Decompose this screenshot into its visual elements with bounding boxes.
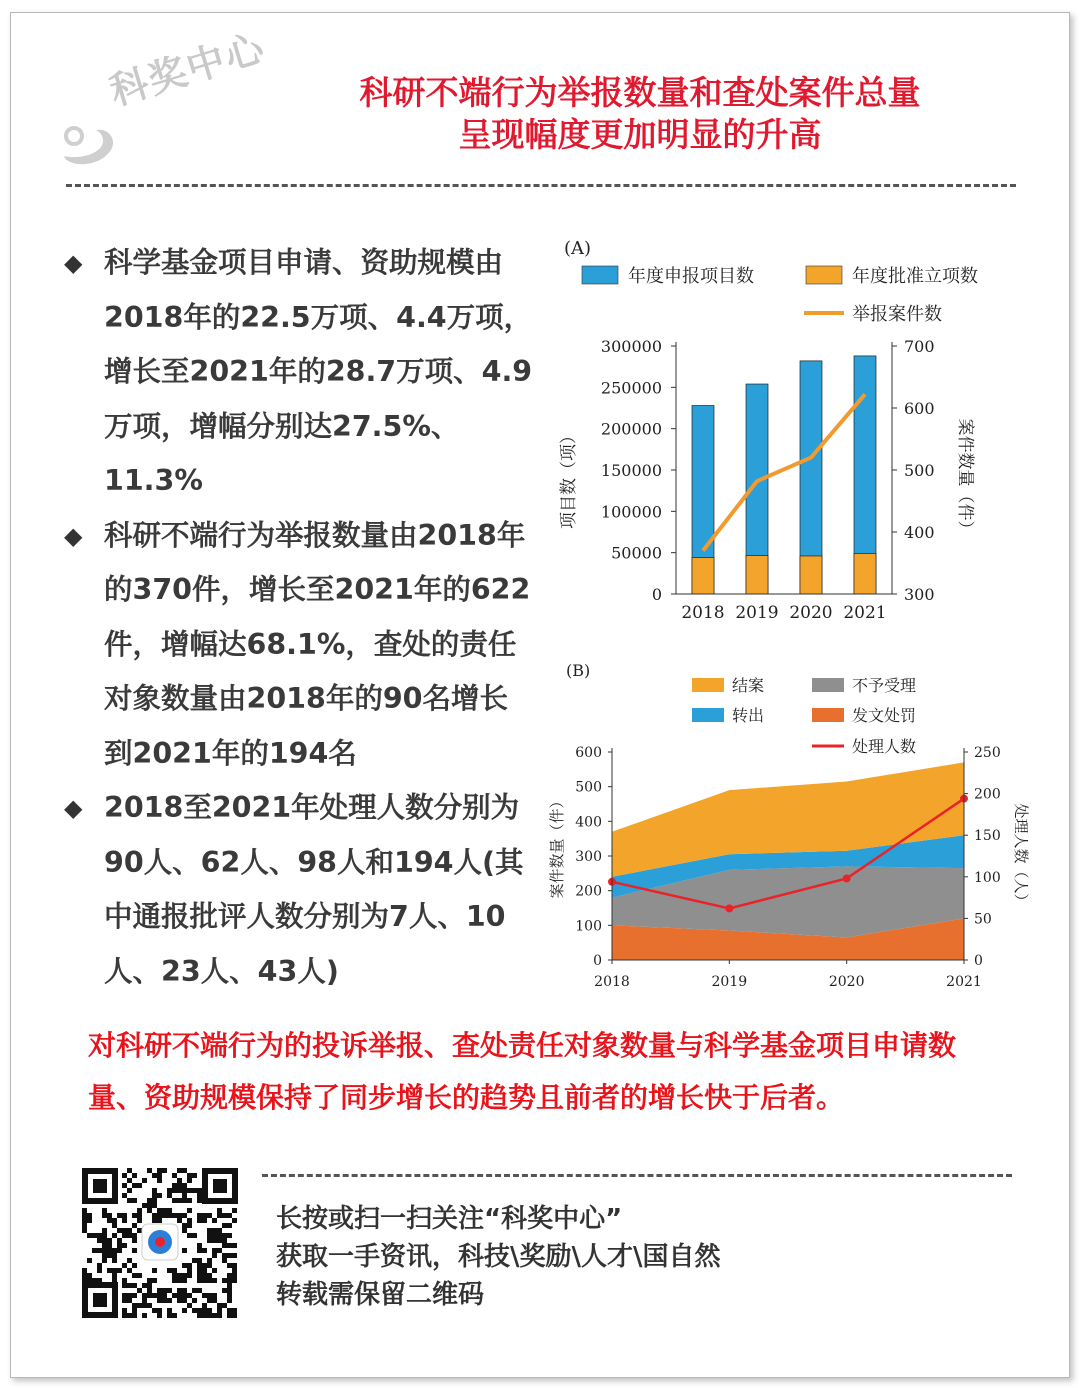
y-tick-label: 0 [593, 953, 602, 969]
swirl-icon [58, 118, 118, 170]
bullet-list [64, 236, 534, 999]
bullet-text: 科学基金项目申请、资助规模由2018年的22.5万项、4.4万项，增长至2021年的28.7万项、4.9万项，增幅分别达27.5%、11.3% [104, 246, 533, 497]
bullet-item [64, 781, 534, 999]
bullet-item [64, 236, 534, 509]
chart-a-panel-label: (A) [564, 238, 592, 259]
chart-b [540, 656, 1030, 1006]
x-tick-label: 2020 [828, 974, 865, 990]
legend-label: 转出 [732, 706, 765, 725]
bar-approved [746, 556, 768, 594]
title-line-2: 呈现幅度更加明显的升高 [458, 115, 822, 154]
conclusion-text: 对科研不端行为的投诉举报、查处责任对象数量与科学基金项目申请数量、资助规模保持了同步增长的趋势且前者的增长快于后者。 [88, 1029, 957, 1114]
chart-b-y2label: 处理人数（人） [1012, 803, 1030, 909]
legend-label: 发文处罚 [852, 706, 917, 725]
title-line-1: 科研不端行为举报数量和查处案件总量 [359, 73, 921, 112]
legend-label: 处理人数 [852, 737, 917, 756]
x-tick-label: 2019 [711, 974, 748, 990]
y-tick-label: 400 [575, 814, 602, 831]
legend-label: 结案 [732, 676, 765, 695]
bar-approved [692, 558, 714, 594]
x-tick-label: 2018 [594, 974, 630, 990]
chart-b-ylabel: 案件数量（件） [548, 793, 566, 899]
bullet-text: 科研不端行为举报数量由2018年的370件，增长至2021年的622件，增幅达68.1%，查处的责任对象数量由2018年的90名增长到2021年的194名 [104, 518, 531, 770]
footer-text [276, 1200, 721, 1314]
line-reports [703, 394, 865, 550]
bullet-item [64, 509, 534, 782]
line-handled-point [843, 874, 851, 882]
legend-swatch-applications [582, 266, 618, 284]
chart-b-legend [692, 676, 916, 756]
y2-tick-label: 400 [904, 523, 935, 542]
legend-swatch [692, 678, 724, 692]
y2-tick-label: 50 [974, 911, 992, 928]
chart-a [548, 228, 1028, 628]
legend-swatch [692, 708, 724, 722]
y2-tick-label: 0 [974, 953, 983, 969]
footer-line-1: 长按或扫一扫关注“科奖中心” [276, 1204, 623, 1234]
y-tick-label: 150000 [600, 461, 662, 480]
y-tick-label: 500 [575, 779, 602, 796]
watermark-text: 科奖中心 [104, 25, 271, 114]
y2-tick-label: 300 [904, 585, 935, 604]
chart-a-legend [582, 265, 978, 325]
y-tick-label: 50000 [611, 543, 662, 563]
diamond-icon: ◆ [64, 794, 83, 822]
y2-tick-label: 250 [974, 745, 1001, 761]
y-tick-label: 300000 [600, 337, 662, 356]
y-tick-label: 250000 [600, 378, 662, 398]
legend-label: 年度批准立项数 [852, 266, 978, 287]
bar-approved [854, 553, 876, 594]
legend-swatch [812, 708, 844, 722]
divider [66, 184, 1016, 187]
y-tick-label: 100 [575, 918, 602, 935]
chart-b-panel-label: (B) [566, 661, 591, 680]
y2-tick-label: 700 [904, 337, 935, 356]
page-title [300, 72, 980, 156]
legend-label: 年度申报项目数 [628, 266, 754, 287]
qr-code-icon [80, 1166, 240, 1320]
y2-tick-label: 600 [904, 399, 935, 418]
chart-a-ylabel: 项目数（项） [559, 427, 579, 529]
y-tick-label: 100000 [600, 502, 662, 522]
bar-approved [800, 556, 822, 594]
legend-label: 不予受理 [852, 676, 917, 695]
y-tick-label: 0 [651, 585, 662, 604]
y2-tick-label: 200 [974, 786, 1001, 803]
x-tick-label: 2020 [789, 603, 833, 623]
footer-line-2: 获取一手资讯，科技\奖励\人才\国自然 [276, 1242, 721, 1272]
divider [262, 1174, 1012, 1177]
legend-label: 举报案件数 [852, 304, 942, 325]
x-tick-label: 2021 [843, 603, 887, 623]
y-tick-label: 300 [575, 849, 602, 865]
chart-a-y2label: 案件数量（件） [955, 418, 975, 538]
diamond-icon: ◆ [64, 521, 83, 550]
y-tick-label: 600 [575, 745, 602, 761]
y2-tick-label: 100 [974, 869, 1001, 886]
y2-tick-label: 500 [904, 461, 935, 480]
x-tick-label: 2021 [946, 974, 982, 990]
legend-swatch-approved [806, 266, 842, 284]
diamond-icon: ◆ [64, 249, 83, 277]
y2-tick-label: 150 [974, 828, 1001, 845]
line-handled-point [725, 904, 733, 912]
legend-swatch [812, 678, 844, 692]
y-tick-label: 200000 [600, 419, 662, 439]
footer-line-3: 转载需保留二维码 [276, 1280, 485, 1310]
x-tick-label: 2019 [735, 603, 779, 623]
x-tick-label: 2018 [681, 603, 725, 623]
y-tick-label: 200 [575, 883, 602, 900]
bullet-text: 2018至2021年处理人数分别为90人、62人、98人和194人(其中通报批评人数分别为7人、10人、23人、43人) [104, 791, 524, 988]
